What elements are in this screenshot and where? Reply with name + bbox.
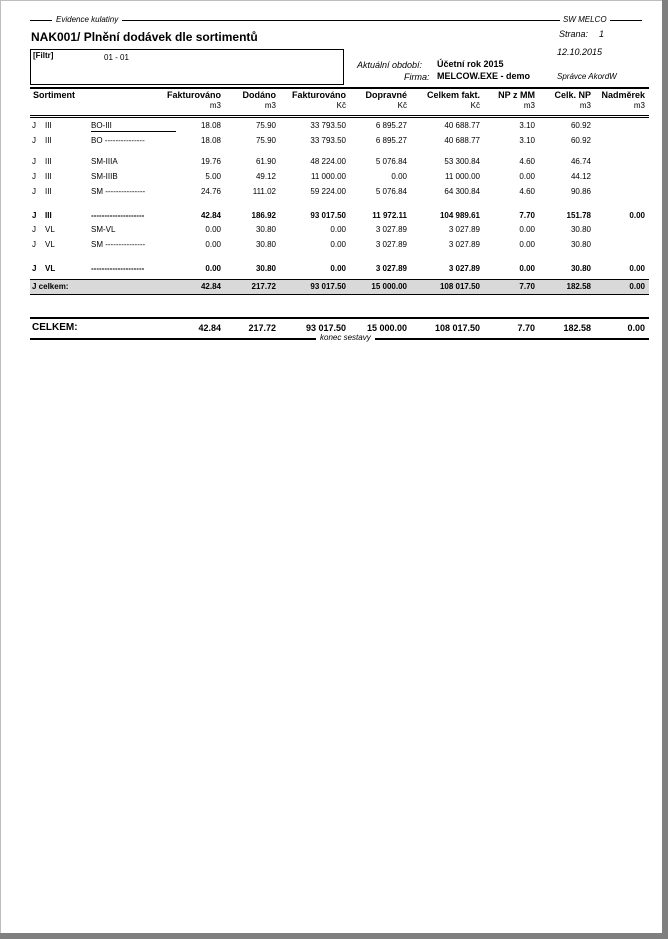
row-value: 11 972.11 <box>372 211 407 220</box>
row-group: J <box>32 225 36 234</box>
row-value: 5.00 <box>205 172 221 181</box>
row-class: III <box>45 187 52 196</box>
row-group: J <box>32 264 37 273</box>
table-header-bottom-rule-2 <box>30 117 649 118</box>
row-value: 0.00 <box>519 225 535 234</box>
row-value: 0.00 <box>330 225 346 234</box>
grand-total-value: 42.84 <box>198 323 221 333</box>
row-value: 0.00 <box>205 264 221 273</box>
row-value: 104 989.61 <box>439 211 480 220</box>
administrator-label: Správce AkordW <box>557 72 617 81</box>
column-unit-1: m3 <box>209 101 221 110</box>
row-value: 42.84 <box>200 211 221 220</box>
row-value: 53 300.84 <box>444 157 480 166</box>
row-sortiment: SM-IIIB <box>91 172 118 181</box>
company-label: Firma: <box>404 72 430 82</box>
row-value: 64 300.84 <box>444 187 480 196</box>
row-value: 6 895.27 <box>375 121 407 130</box>
row-value: 44.12 <box>570 172 591 181</box>
grand-total-top-rule <box>30 317 649 319</box>
row-value: 186.92 <box>251 211 276 220</box>
filter-label: [Filtr] <box>33 51 54 60</box>
row-value: 30.80 <box>570 240 591 249</box>
grand-total-value: 7.70 <box>517 323 535 333</box>
column-header-3: Fakturováno <box>291 90 346 100</box>
row-group: J <box>32 187 36 196</box>
grand-total-value: 108 017.50 <box>434 323 480 333</box>
row-value: 75.90 <box>255 121 276 130</box>
row-value: 3 027.89 <box>448 225 480 234</box>
row-value: 33 793.50 <box>310 136 346 145</box>
row-value: 75.90 <box>255 136 276 145</box>
column-unit-7: m3 <box>579 101 591 110</box>
row-sortiment: SM-VL <box>91 225 116 234</box>
column-unit-6: m3 <box>523 101 535 110</box>
row-group: J <box>32 211 37 220</box>
row-value: 61.90 <box>255 157 276 166</box>
group-total-value: 0.00 <box>629 282 645 291</box>
row-value: 0.00 <box>629 264 645 273</box>
row-value: 6 895.27 <box>375 136 407 145</box>
row-sortiment: -------------------- <box>91 264 145 273</box>
row-value: 30.80 <box>570 264 591 273</box>
system-label: Evidence kulatiny <box>52 15 122 24</box>
column-unit-3: Kč <box>336 101 346 110</box>
row-group: J <box>32 121 36 130</box>
row-group: J <box>32 240 36 249</box>
row-value: 59 224.00 <box>310 187 346 196</box>
period-label: Aktuální období: <box>357 60 423 70</box>
row-value: 4.60 <box>519 157 535 166</box>
row-value: 11 000.00 <box>311 172 346 181</box>
row-class: III <box>45 172 52 181</box>
row-value: 30.80 <box>255 240 276 249</box>
row-class: VL <box>45 264 56 273</box>
row-value: 93 017.50 <box>310 211 346 220</box>
grand-total-value: 15 000.00 <box>366 323 407 333</box>
group-total-value: 42.84 <box>200 282 221 291</box>
row-value: 3 027.89 <box>375 240 407 249</box>
column-unit-5: Kč <box>470 101 480 110</box>
row-sortiment: BO-III <box>91 121 112 130</box>
end-of-report-label: konec sestavy <box>316 333 375 342</box>
column-unit-2: m3 <box>264 101 276 110</box>
row-value: 5 076.84 <box>375 187 407 196</box>
row-value: 24.76 <box>200 187 221 196</box>
row-value: 0.00 <box>330 264 346 273</box>
row-class: III <box>45 136 52 145</box>
grand-total-label: CELKEM: <box>32 322 78 333</box>
row-value: 30.80 <box>255 225 276 234</box>
row-value: 0.00 <box>519 264 535 273</box>
grand-total-value: 93 017.50 <box>305 323 346 333</box>
group-total-value: 93 017.50 <box>310 282 346 291</box>
row-separator <box>91 131 176 132</box>
page-border-left <box>0 0 1 933</box>
filter-box <box>30 49 344 85</box>
row-value: 3 027.89 <box>448 240 480 249</box>
report-date: 12.10.2015 <box>557 47 603 57</box>
column-unit-8: m3 <box>633 101 645 110</box>
row-class: III <box>45 211 52 220</box>
row-value: 40 688.77 <box>444 136 480 145</box>
row-value: 46.74 <box>570 157 591 166</box>
row-sortiment: BO --------------- <box>91 136 145 145</box>
row-sortiment: SM --------------- <box>91 240 146 249</box>
group-total-value: 182.58 <box>566 282 591 291</box>
row-class: VL <box>45 240 55 249</box>
row-value: 7.70 <box>519 211 535 220</box>
page-shadow-right <box>662 0 668 939</box>
row-value: 18.08 <box>200 136 221 145</box>
row-value: 0.00 <box>391 172 407 181</box>
row-value: 30.80 <box>255 264 276 273</box>
vendor-label: SW MELCO <box>560 15 610 24</box>
column-header-8: Nadměrek <box>601 90 645 100</box>
row-value: 90.86 <box>570 187 591 196</box>
row-value: 111.02 <box>252 187 276 196</box>
column-header-4: Dopravné <box>365 90 407 100</box>
table-header-bottom-rule <box>30 115 649 116</box>
row-group: J <box>32 172 36 181</box>
column-header-7: Celk. NP <box>554 90 591 100</box>
row-value: 0.00 <box>205 225 221 234</box>
page-label: Strana: <box>559 29 589 39</box>
group-total-value: 7.70 <box>519 282 535 291</box>
group-total-value: 15 000.00 <box>371 282 407 291</box>
row-value: 0.00 <box>519 240 535 249</box>
report-title: NAK001/ Plnění dodávek dle sortimentů <box>31 30 258 44</box>
group-total-value: 217.72 <box>251 282 276 291</box>
row-value: 60.92 <box>570 136 591 145</box>
page-shadow-bottom <box>0 933 668 939</box>
row-value: 3 027.89 <box>375 225 407 234</box>
grand-total-value: 0.00 <box>627 323 645 333</box>
row-value: 40 688.77 <box>444 121 480 130</box>
grand-total-value: 182.58 <box>563 323 591 333</box>
row-group: J <box>32 136 36 145</box>
row-value: 3 027.89 <box>375 264 407 273</box>
column-header-6: NP z MM <box>498 90 535 100</box>
row-value: 5 076.84 <box>375 157 407 166</box>
company-value: MELCOW.EXE - demo <box>437 71 531 81</box>
row-value: 19.76 <box>200 157 221 166</box>
row-value: 18.08 <box>200 121 221 130</box>
period-value: Účetní rok 2015 <box>437 59 504 69</box>
row-value: 11 000.00 <box>445 172 480 181</box>
row-value: 33 793.50 <box>310 121 346 130</box>
column-header-sortiment: Sortiment <box>33 90 76 100</box>
page-number: 1 <box>599 29 605 39</box>
group-total-value: 108 017.50 <box>439 282 480 291</box>
row-class: III <box>45 121 52 130</box>
row-sortiment: -------------------- <box>91 211 145 220</box>
row-value: 3.10 <box>519 136 535 145</box>
column-header-1: Fakturováno <box>166 90 221 100</box>
row-value: 0.00 <box>629 211 645 220</box>
row-value: 3.10 <box>519 121 535 130</box>
row-class: VL <box>45 225 55 234</box>
row-value: 3 027.89 <box>448 264 480 273</box>
row-value: 0.00 <box>205 240 221 249</box>
row-value: 30.80 <box>570 225 591 234</box>
page-border-top <box>0 0 662 1</box>
column-unit-4: Kč <box>397 101 407 110</box>
row-sortiment: SM --------------- <box>91 187 146 196</box>
row-value: 60.92 <box>570 121 591 130</box>
row-sortiment: SM-IIIA <box>91 157 118 166</box>
table-header-top-rule <box>30 87 649 89</box>
column-header-2: Dodáno <box>242 90 276 100</box>
column-header-5: Celkem fakt. <box>426 90 480 100</box>
row-value: 49.12 <box>255 172 276 181</box>
group-total-label: J celkem: <box>32 282 69 291</box>
row-class: III <box>45 157 52 166</box>
filter-value: 01 - 01 <box>104 53 129 62</box>
row-value: 151.78 <box>566 211 591 220</box>
row-group: J <box>32 157 36 166</box>
row-value: 48 224.00 <box>310 157 346 166</box>
grand-total-value: 217.72 <box>248 323 276 333</box>
row-value: 0.00 <box>330 240 346 249</box>
row-value: 0.00 <box>519 172 535 181</box>
row-value: 4.60 <box>519 187 535 196</box>
